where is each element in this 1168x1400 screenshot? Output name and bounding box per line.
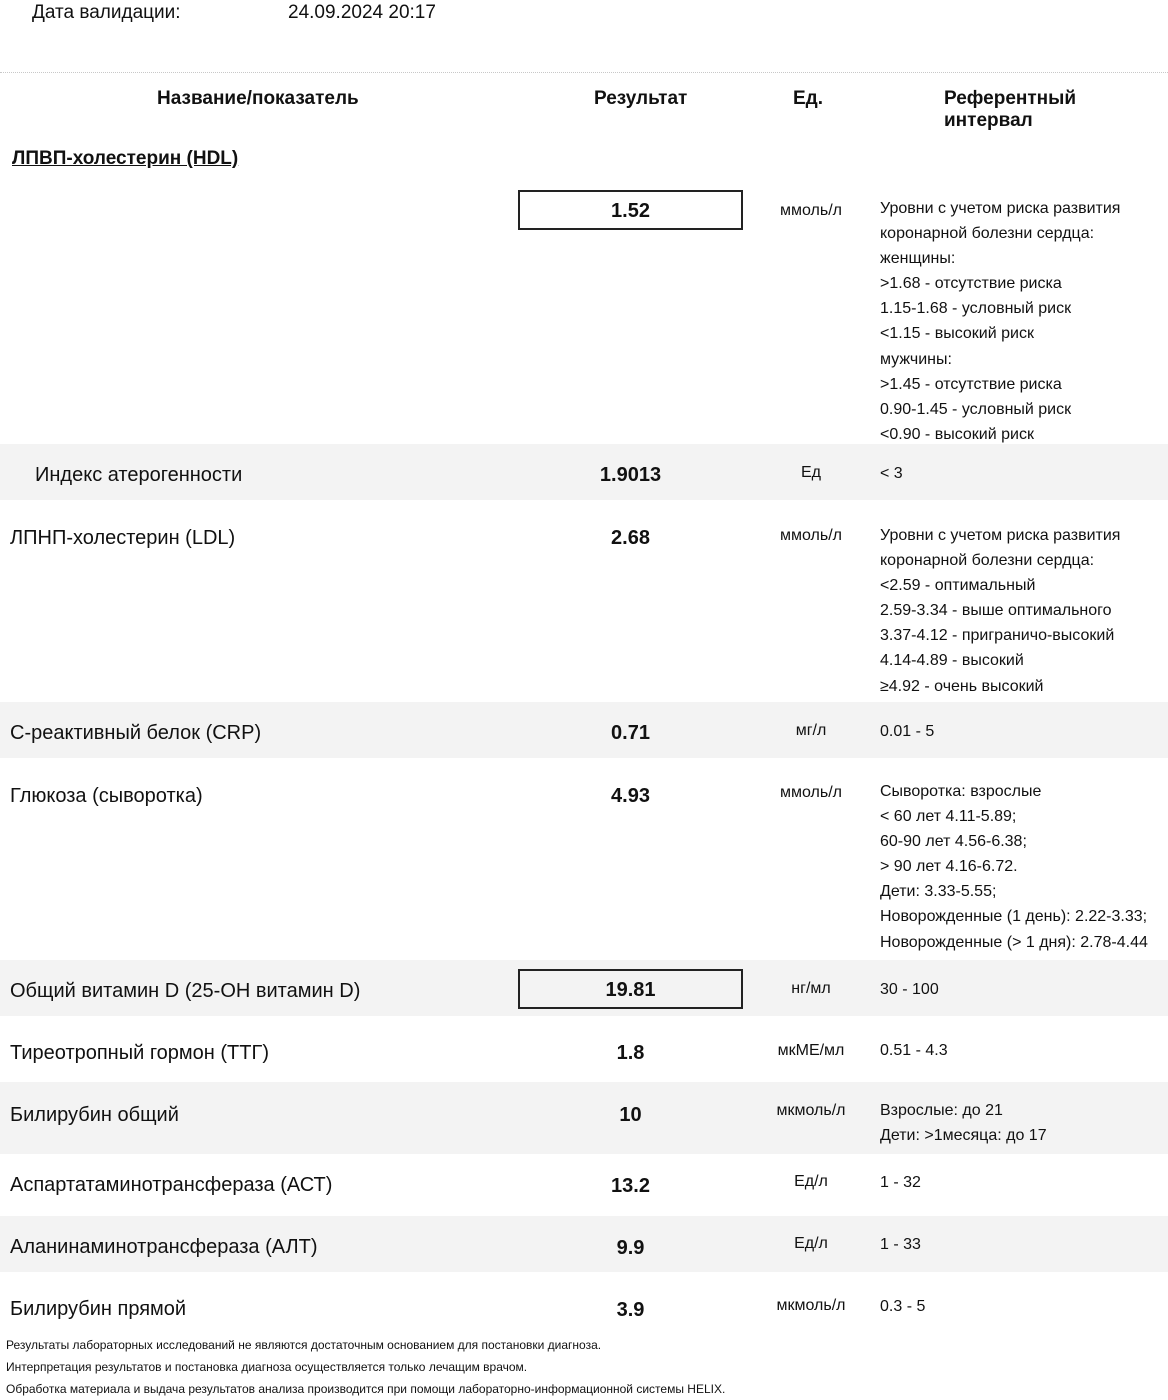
result-value: 9.9 [616,1237,645,1259]
header-result: Результат [594,88,688,109]
reference-interval: Уровни с учетом риска развития коронарной болезни сердца: <2.59 - оптимальный 2.59-3.34 - выше оптимального 3.37-4.12 - приграничо-высокий 4.14-4.89 - высокий ≥4.92 - очень высокий [880,527,1121,695]
result-value: 2.68 [611,527,650,549]
test-name: Билирубин прямой [10,1298,187,1320]
reference-interval: Сыворотка: взрослые < 60 лет 4.11-5.89; 60-90 лет 4.56-6.38; > 90 лет 4.16-6.72. Дети: 3.33-5.55; Новорожденные (1 день): 2.22-3.33; Новорожденные (> 1 дня): 2.78-4.44 [880,783,1148,951]
header-divider [0,72,1168,73]
result-value: 0.71 [611,722,650,744]
result-row-hdl [0,186,1168,444]
result-row-total-bilirubin [0,1082,1168,1154]
result-row-tsh [0,1016,1168,1082]
test-name: Тиреотропный гормон (ТТГ) [10,1042,269,1064]
result-row-crp [0,702,1168,758]
result-row-ast [0,1154,1168,1216]
unit: ммоль/л [780,202,842,219]
header-unit: Ед. [793,88,824,109]
result-row-alt [0,1216,1168,1272]
unit: нг/мл [791,980,831,997]
test-name: Общий витамин D (25-OH витамин D) [10,980,361,1002]
result-value: 1.52 [518,190,743,230]
unit: Ед/л [794,1235,828,1252]
validation-date-label: Дата валидации: [32,2,181,23]
result-value: 1.8 [616,1042,645,1064]
result-row-vitamin-d [0,960,1168,1016]
result-row-atherogenic-index [0,444,1168,500]
result-value: 3.9 [616,1299,645,1321]
test-name: Глюкоза (сыворотка) [10,785,203,807]
unit: Ед/л [794,1173,828,1190]
result-value: 19.81 [518,969,743,1009]
footer-disclaimer-2: Интерпретация результатов и постановка диагноза осуществляется только лечащим врачом. [6,1360,528,1374]
section-title: ЛПВП-холестерин (HDL) [12,148,239,169]
footer-disclaimer-1: Результаты лабораторных исследований не являются достаточным основанием для постановки диагноза. [6,1338,602,1352]
reference-interval: 1 - 33 [880,1236,921,1253]
test-name: ЛПНП-холестерин (LDL) [10,527,236,549]
result-value: 10 [619,1104,642,1126]
test-name: Аланинаминотрансфераза (АЛТ) [10,1236,318,1258]
unit: мкмоль/л [776,1297,846,1314]
unit: Ед [800,464,821,481]
header-reference: Референтный интервал [944,88,1077,131]
result-value: 1.9013 [599,464,662,486]
result-row-direct-bilirubin [0,1272,1168,1334]
reference-interval: Взрослые: до 21 Дети: >1месяца: до 17 [880,1102,1047,1145]
reference-interval: 0.51 - 4.3 [880,1042,948,1059]
header-name: Название/показатель [157,88,359,109]
result-row-ldl [0,500,1168,702]
unit: мг/л [795,722,827,739]
reference-interval: 0.01 - 5 [880,723,935,740]
unit: ммоль/л [780,527,842,544]
result-value: 4.93 [611,785,650,807]
test-name: Билирубин общий [10,1104,179,1126]
unit: ммоль/л [780,784,842,801]
validation-date-value: 24.09.2024 20:17 [288,2,436,23]
reference-interval: < 3 [880,465,903,482]
test-name: С-реактивный белок (CRP) [10,722,262,744]
unit: мкМЕ/мл [777,1042,845,1059]
reference-interval: 30 - 100 [880,981,939,998]
reference-interval: 1 - 32 [880,1174,921,1191]
footer-disclaimer-3: Обработка материала и выдача результатов анализа производится при помощи лабораторно-информационной системы HELIX. [6,1382,726,1396]
result-row-glucose [0,758,1168,960]
reference-interval: Уровни с учетом риска развития коронарной болезни сердца: женщины: >1.68 - отсутствие риска 1.15-1.68 - условный риск <1.15 - высокий риск мужчины: >1.45 - отсутствие риска 0.90-1.45 - условный риск <0.90 - высокий риск [880,200,1121,443]
test-name: Аспартатаминотрансфераза (АСТ) [10,1174,333,1196]
reference-interval: 0.3 - 5 [880,1298,926,1315]
result-value: 13.2 [611,1175,650,1197]
test-name: Индекс атерогенности [35,464,243,486]
unit: мкмоль/л [776,1102,846,1119]
